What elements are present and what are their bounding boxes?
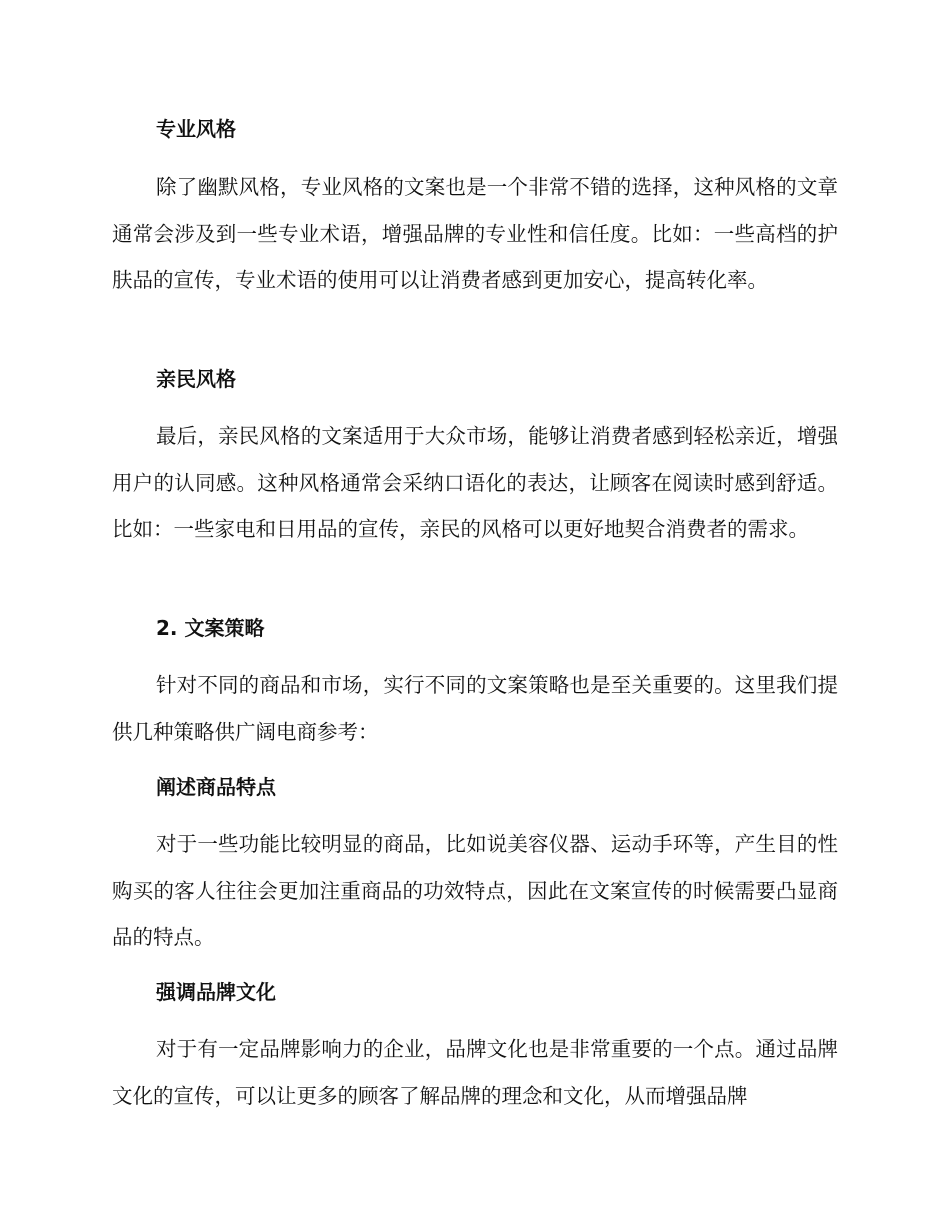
section-paragraph-brand-culture: 对于有一定品牌影响力的企业，品牌文化也是非常重要的一个点。通过品牌文化的宣传，可以让更多的顾客了解品牌的理念和文化，从而增强品牌 [112,1037,838,1108]
section-paragraph-copy-strategy: 针对不同的商品和市场，实行不同的文案策略也是至关重要的。这里我们提供几种策略供广阔电商参考： [112,673,838,744]
section-heading-friendly-style: 亲民风格 [156,367,236,391]
section-heading-product-features: 阐述商品特点 [156,775,276,799]
section-heading-brand-culture: 强调品牌文化 [156,980,276,1004]
section-heading-professional-style: 专业风格 [156,117,236,141]
section-paragraph-product-features: 对于一些功能比较明显的商品，比如说美容仪器、运动手环等，产生目的性购买的客人往往会更加注重商品的功效特点，因此在文案宣传的时候需要凸显商品的特点。 [112,832,838,949]
section-paragraph-professional-style: 除了幽默风格，专业风格的文案也是一个非常不错的选择，这种风格的文章通常会涉及到一些专业术语，增强品牌的专业性和信任度。比如：一些高档的护肤品的宣传，专业术语的使用可以让消费者感到更加安心，提高转化率。 [112,175,838,292]
section-heading-copy-strategy: 2. 文案策略 [156,616,265,640]
section-paragraph-friendly-style: 最后，亲民风格的文案适用于大众市场，能够让消费者感到轻松亲近，增强用户的认同感。这种风格通常会采纳口语化的表达，让顾客在阅读时感到舒适。比如：一些家电和日用品的宣传，亲民的风格可以更好地契合消费者的需求。 [112,424,838,541]
